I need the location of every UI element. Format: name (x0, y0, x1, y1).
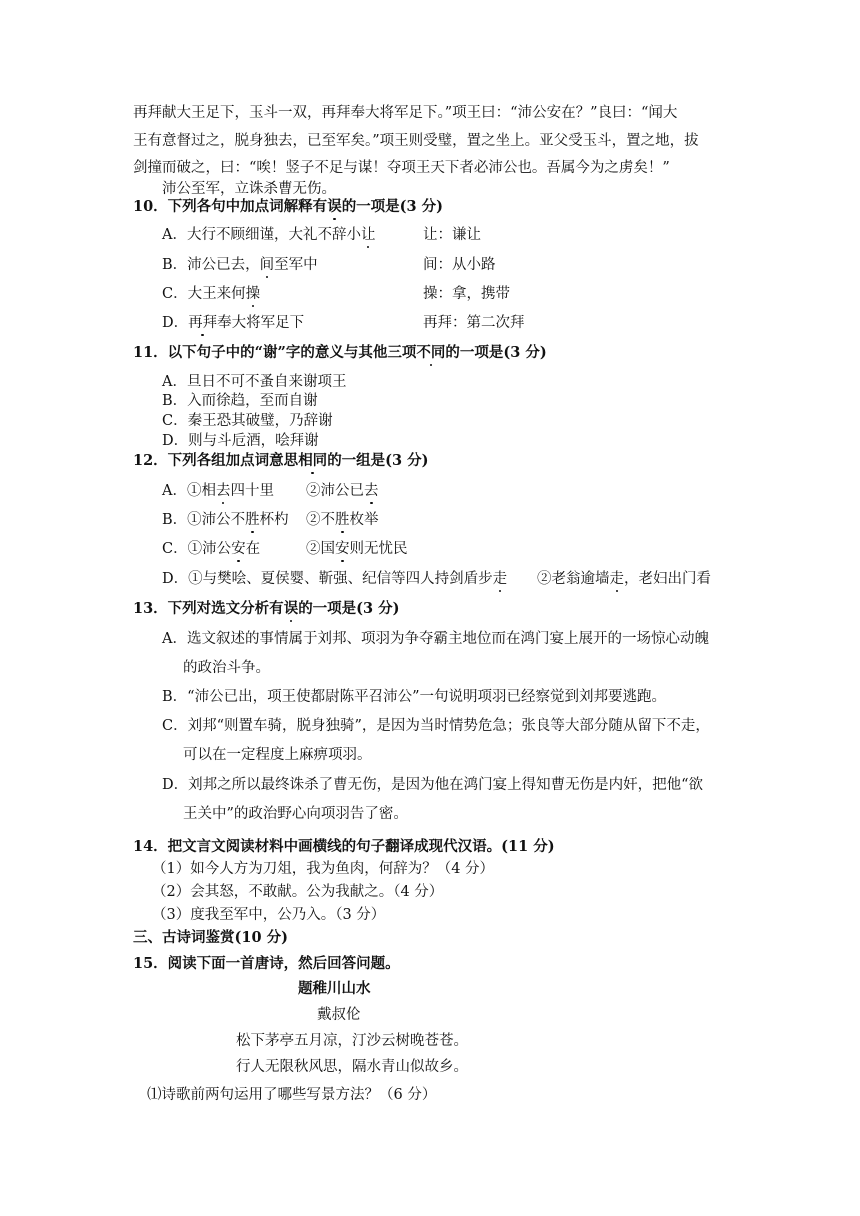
question-13-stem: 13．下列对选文分析有误的一项是(3 分) (133, 600, 400, 617)
q14-item-1: （1）如今人方为刀俎，我为鱼肉，何辞为？（4 分） (152, 861, 495, 877)
q10-gloss-c: 操：拿，携带 (423, 286, 510, 302)
q12-option-a: A．①相去四十里 ②沛公已去 (162, 483, 379, 499)
q13-option-a-line2: 的政治斗争。 (183, 660, 270, 676)
q13-option-b: B．“沛公已出，项王使都尉陈平召沛公”一句说明项羽已经察觉到刘邦要逃跑。 (162, 689, 666, 705)
q12-option-c: C．①沛公安在 ②国安则无忧民 (162, 541, 408, 557)
q13-option-d-line2: 王关中”的政治野心向项羽告了密。 (183, 806, 408, 822)
q11-option-c: C．秦王恐其破璧，乃辞谢 (162, 413, 333, 429)
question-11-stem: 11．以下句子中的“谢”字的意义与其他三项不同的一项是(3 分) (133, 344, 547, 361)
q11-option-a: A．旦日不可不蚤自来谢项王 (162, 374, 347, 390)
poem-line-2: 行人无限秋风思，隔水青山似故乡。 (236, 1059, 468, 1075)
q10-gloss-b: 间：从小路 (423, 257, 496, 273)
q12-option-b: B．①沛公不胜杯杓 ②不胜枚举 (162, 512, 379, 528)
question-10-stem: 10．下列各句中加点词解释有误的一项是(3 分) (133, 198, 444, 215)
q10-option-c: C．大王来何操 操：拿，携带 (162, 286, 510, 302)
question-14-stem: 14．把文言文阅读材料中画横线的句子翻译成现代汉语。(11 分) (133, 838, 555, 855)
q13-option-a-line1: A．选文叙述的事情属于刘邦、项羽为争夺霸主地位而在鸿门宴上展开的一场惊心动魄 (162, 631, 709, 647)
q10-option-d: D．再拜奉大将军足下 再拜：第二次拜 (162, 315, 525, 331)
q15-subquestion-1: ⑴诗歌前两句运用了哪些写景方法？（6 分） (147, 1087, 437, 1103)
q11-option-d: D．则与斗卮酒，哙拜谢 (162, 433, 319, 449)
poem-title: 题稚川山水 (298, 980, 371, 997)
q10-option-a: A．大行不顾细谨，大礼不辞小让 让：谦让 (162, 227, 481, 243)
q10-option-b: B．沛公已去，间至军中 间：从小路 (162, 257, 496, 273)
q13-option-c-line1: C．刘邦“则置车骑，脱身独骑”，是因为当时情势危急；张良等大部分随从留下不走， (162, 718, 710, 734)
poem-author: 戴叔伦 (317, 1007, 361, 1023)
q10-gloss-d: 再拜：第二次拜 (423, 315, 525, 331)
q13-option-c-line2: 可以在一定程度上麻痹项羽。 (183, 747, 372, 763)
q10-gloss-a: 让：谦让 (423, 227, 481, 243)
question-15-stem: 15．阅读下面一首唐诗，然后回答问题。 (133, 955, 400, 972)
question-12-stem: 12．下列各组加点词意思相同的一组是(3 分) (133, 452, 429, 469)
q13-option-d-line1: D．刘邦之所以最终诛杀了曹无伤，是因为他在鸿门宴上得知曹无伤是内奸，把他“欲 (162, 777, 704, 793)
section-3-heading: 三、古诗词鉴赏(10 分) (133, 929, 288, 946)
q14-item-3: （3）度我至军中，公乃入。（3 分） (152, 907, 386, 923)
q12-option-d: D．①与樊哙、夏侯婴、靳强、纪信等四人持剑盾步走 ②老翁逾墙走，老妇出门看 (162, 571, 711, 587)
poem-line-1: 松下茅亭五月凉，汀沙云树晚苍苍。 (236, 1033, 468, 1049)
passage-line-3: 剑撞而破之，曰：“唉！竖子不足与谋！夺项王天下者必沛公也。吾属今为之虏矣！” (133, 160, 670, 176)
q14-item-2: （2）会其怒，不敢献。公为我献之。（4 分） (152, 884, 444, 900)
q11-option-b: B．入而徐趋，至而自谢 (162, 393, 318, 409)
passage-line-1: 再拜献大王足下，玉斗一双，再拜奉大将军足下。”项王曰：“沛公安在？”良曰：“闻大 (133, 105, 678, 121)
passage-line-2: 王有意督过之，脱身独去，已至军矣。”项王则受璧，置之坐上。亚父受玉斗，置之地，拔 (133, 133, 699, 149)
passage-line-4: 沛公至军，立诛杀曹无伤。 (162, 181, 336, 197)
